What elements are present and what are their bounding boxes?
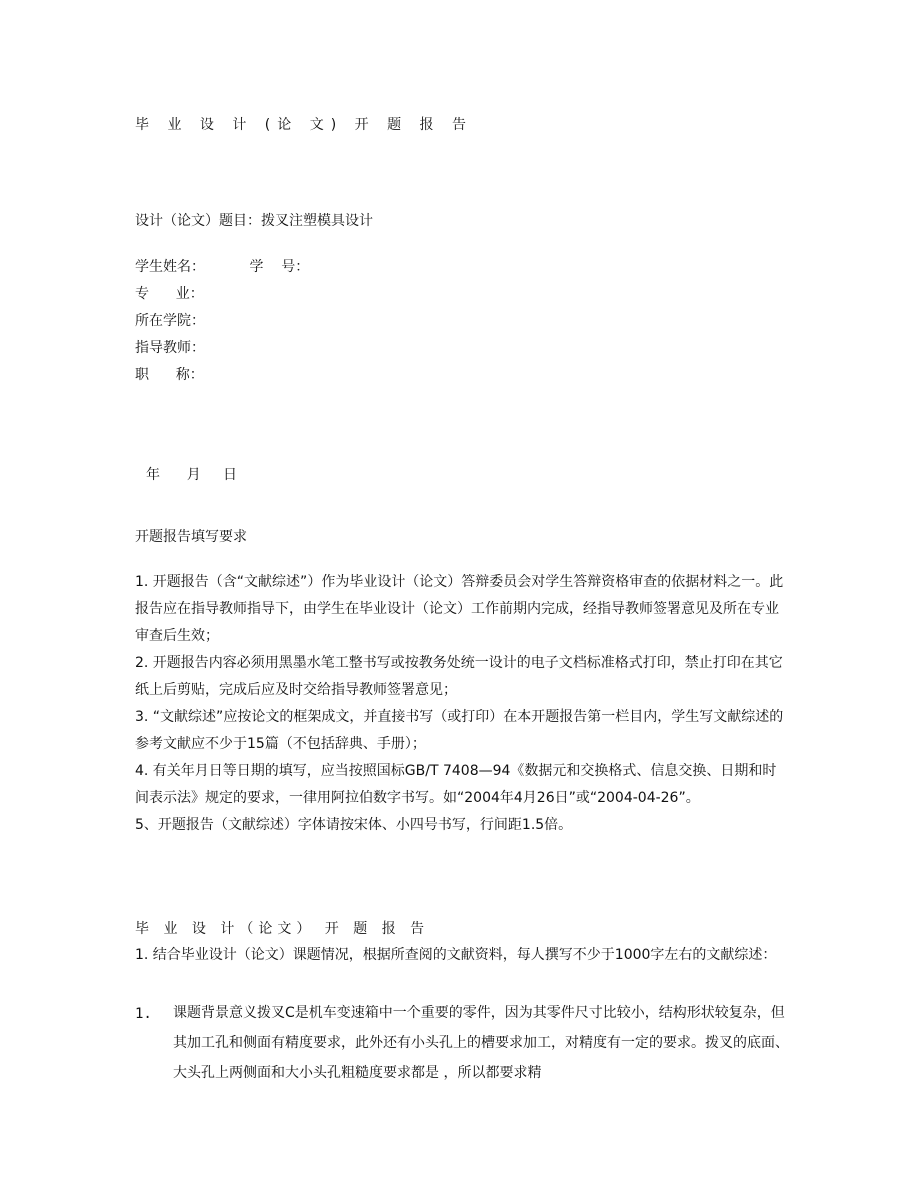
field-student-name-and-id: 学生姓名： 学 号：	[135, 259, 310, 275]
report-prompt-text: 1. 结合毕业设计（论文）课题情况，根据所查阅的文献资料，每人撰写不少于1000字左右的文献综述：	[135, 947, 777, 963]
requirement-item-5: 5、开题报告（文献综述）字体请按宋体、小四号书写，行间距1.5倍。	[135, 817, 573, 833]
field-major: 专 业：	[135, 286, 204, 302]
student-info-fields	[135, 254, 309, 389]
date-line: 年 月 日	[146, 467, 237, 483]
requirements-heading: 开题报告填写要求	[135, 529, 247, 545]
report-prompt	[135, 942, 785, 969]
requirement-item-2: 2. 开题报告内容必须用黑墨水笔工整书写或按教务处统一设计的电子文档标准格式打印，禁止打印在其它纸上后剪贴，完成后应及时交给指导教师签署意见；	[135, 655, 783, 698]
report-list-item-text: 课题背景意义拨叉C是机车变速箱中一个重要的零件，因为其零件尺寸比较小，结构形状较复杂，但其加工孔和侧面有精度要求，此外还有小头孔上的槽要求加工，对精度有一定的要求。拨叉的底面、大头孔上两侧面和大小头孔粗糙度要求都是 ，所以都要求精	[173, 1005, 789, 1081]
requirement-item-1: 1. 开题报告（含“文献综述”）作为毕业设计（论文）答辩委员会对学生答辩资格审查的依据材料之一。此报告应在指导教师指导下，由学生在毕业设计（论文）工作前期内完成，经指导教师签署意见及所在专业审查后生效；	[135, 574, 784, 644]
report-title: 毕 业 设 计（论文） 开 题 报 告	[135, 921, 430, 937]
field-advisor: 指导教师：	[135, 340, 205, 356]
requirements-list	[135, 569, 785, 839]
list-number: 1.	[135, 1006, 152, 1022]
thesis-topic: 设计（论文）题目：拨叉注塑模具设计	[135, 213, 373, 229]
field-college: 所在学院：	[135, 313, 205, 329]
cover-title: 毕 业 设 计 (论 文) 开 题 报 告	[135, 117, 473, 133]
requirement-item-3: 3. “文献综述”应按论文的框架成文，并直接书写（或打印）在本开题报告第一栏目内，学生写文献综述的参考文献应不少于15篇（不包括辞典、手册）；	[135, 709, 784, 752]
field-title: 职 称：	[135, 367, 204, 383]
requirement-item-4: 4. 有关年月日等日期的填写，应当按照国标GB/T 7408—94《数据元和交换格式、信息交换、日期和时间表示法》规定的要求，一律用阿拉伯数字书写。如“2004年4月26日”或“2004-04-26”。	[135, 763, 777, 806]
report-list-item	[173, 998, 789, 1088]
